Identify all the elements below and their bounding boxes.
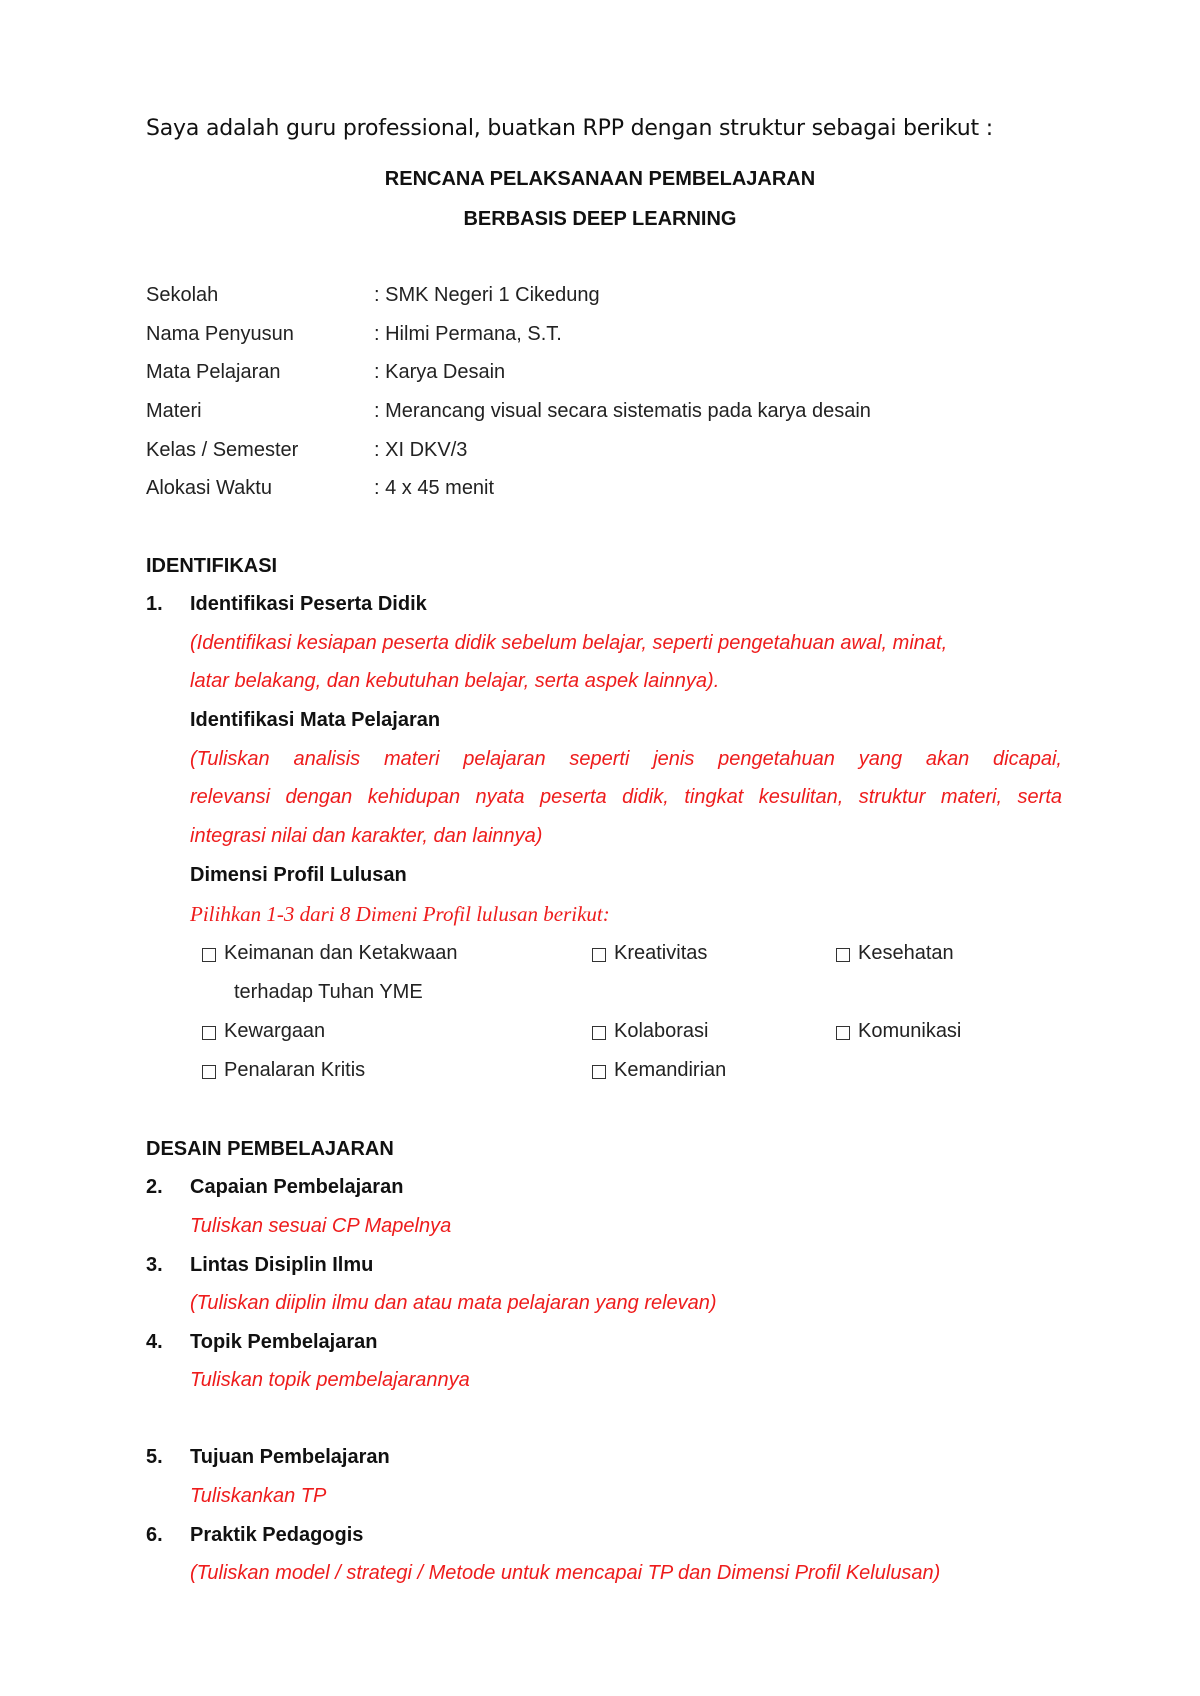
item-desc-lintas-disiplin: (Tuliskan diiplin ilmu dan atau mata pelajaran yang relevan) <box>190 1292 717 1314</box>
item-title-peserta-didik: Identifikasi Peserta Didik <box>190 593 427 615</box>
option-komunikasi[interactable] <box>836 1020 961 1043</box>
item-title-praktik-pedagogis: Praktik Pedagogis <box>190 1524 364 1546</box>
meta-label-penyusun: Nama Penyusun <box>146 323 294 345</box>
checkbox-icon[interactable] <box>202 1065 216 1079</box>
checkbox-icon[interactable] <box>202 948 216 962</box>
item-desc-peserta-didik-line2: latar belakang, dan kebutuhan belajar, serta aspek lainnya). <box>190 670 720 692</box>
checkbox-icon[interactable] <box>836 948 850 962</box>
item-number-4: 4. <box>146 1331 163 1353</box>
meta-label-alokasi: Alokasi Waktu <box>146 477 272 499</box>
item-number-3: 3. <box>146 1254 163 1276</box>
item-number-2: 2. <box>146 1176 163 1198</box>
option-label: Keimanan dan Ketakwaan <box>224 942 458 964</box>
item-title-lintas-disiplin: Lintas Disiplin Ilmu <box>190 1254 374 1276</box>
meta-value-alokasi: : 4 x 45 menit <box>374 477 495 499</box>
option-label: Kreativitas <box>614 942 708 964</box>
meta-label-materi: Materi <box>146 400 202 422</box>
checkbox-icon[interactable] <box>592 948 606 962</box>
option-keimanan[interactable] <box>202 942 458 965</box>
meta-value-mapel: : Karya Desain <box>374 361 506 383</box>
item-title-mata-pelajaran: Identifikasi Mata Pelajaran <box>190 709 441 731</box>
item-desc-mata-pelajaran-line1: (Tuliskan analisis materi pelajaran seperti jenis pengetahuan yang akan dicapai, <box>190 748 1062 770</box>
section-heading-desain: DESAIN PEMBELAJARAN <box>146 1138 394 1160</box>
option-kemandirian[interactable] <box>592 1059 726 1082</box>
item-title-capaian: Capaian Pembelajaran <box>190 1176 404 1198</box>
option-kolaborasi[interactable] <box>592 1020 709 1043</box>
meta-value-kelas: : XI DKV/3 <box>374 439 468 461</box>
meta-value-penyusun: : Hilmi Permana, S.T. <box>374 323 562 345</box>
option-label: Kemandirian <box>614 1059 727 1081</box>
item-title-topik: Topik Pembelajaran <box>190 1331 378 1353</box>
meta-label-kelas: Kelas / Semester <box>146 439 299 461</box>
option-kesehatan[interactable] <box>836 942 954 965</box>
section-heading-identifikasi: IDENTIFIKASI <box>146 555 278 577</box>
item-number-6: 6. <box>146 1524 163 1546</box>
option-label: Kolaborasi <box>614 1020 709 1042</box>
option-label: Penalaran Kritis <box>224 1059 366 1081</box>
item-desc-topik: Tuliskan topik pembelajarannya <box>190 1369 470 1391</box>
meta-value-materi: : Merancang visual secara sistematis pada karya desain <box>374 400 871 422</box>
option-label: Komunikasi <box>858 1020 962 1042</box>
document-title: RENCANA PELAKSANAAN PEMBELAJARAN <box>384 168 816 190</box>
checkbox-icon[interactable] <box>836 1026 850 1040</box>
item-title-dimensi-profil: Dimensi Profil Lulusan <box>190 864 407 886</box>
item-desc-mata-pelajaran-line3: integrasi nilai dan karakter, dan lainnya) <box>190 825 543 847</box>
option-keimanan-continuation: terhadap Tuhan YME <box>234 981 423 1003</box>
item-number-1: 1. <box>146 593 163 615</box>
item-desc-mata-pelajaran-line2: relevansi dengan kehidupan nyata peserta didik, tingkat kesulitan, struktur materi, serta <box>190 786 1062 808</box>
checkbox-icon[interactable] <box>202 1026 216 1040</box>
option-penalaran-kritis[interactable] <box>202 1059 365 1082</box>
dimensi-instruction: Pilihkan 1-3 dari 8 Dimeni Profil lulusan berikut: <box>190 902 610 926</box>
option-kewargaan[interactable] <box>202 1020 325 1043</box>
item-desc-praktik-pedagogis: (Tuliskan model / strategi / Metode untuk mencapai TP dan Dimensi Profil Kelulusan) <box>190 1562 941 1584</box>
checkbox-icon[interactable] <box>592 1026 606 1040</box>
item-title-tujuan: Tujuan Pembelajaran <box>190 1446 390 1468</box>
item-number-5: 5. <box>146 1446 163 1468</box>
item-desc-capaian: Tuliskan sesuai CP Mapelnya <box>190 1215 452 1237</box>
option-kreativitas[interactable] <box>592 942 707 965</box>
intro-text: Saya adalah guru professional, buatkan RPP dengan struktur sebagai berikut : <box>146 116 993 141</box>
meta-label-mapel: Mata Pelajaran <box>146 361 281 383</box>
document-subtitle: BERBASIS DEEP LEARNING <box>463 208 737 230</box>
option-label: Kewargaan <box>224 1020 326 1042</box>
item-desc-peserta-didik-line1: (Identifikasi kesiapan peserta didik sebelum belajar, seperti pengetahuan awal, minat, <box>190 632 948 654</box>
checkbox-icon[interactable] <box>592 1065 606 1079</box>
meta-value-sekolah: : SMK Negeri 1 Cikedung <box>374 284 600 306</box>
option-label: Kesehatan <box>858 942 954 964</box>
meta-label-sekolah: Sekolah <box>146 284 219 306</box>
item-desc-tujuan: Tuliskankan TP <box>190 1485 327 1507</box>
